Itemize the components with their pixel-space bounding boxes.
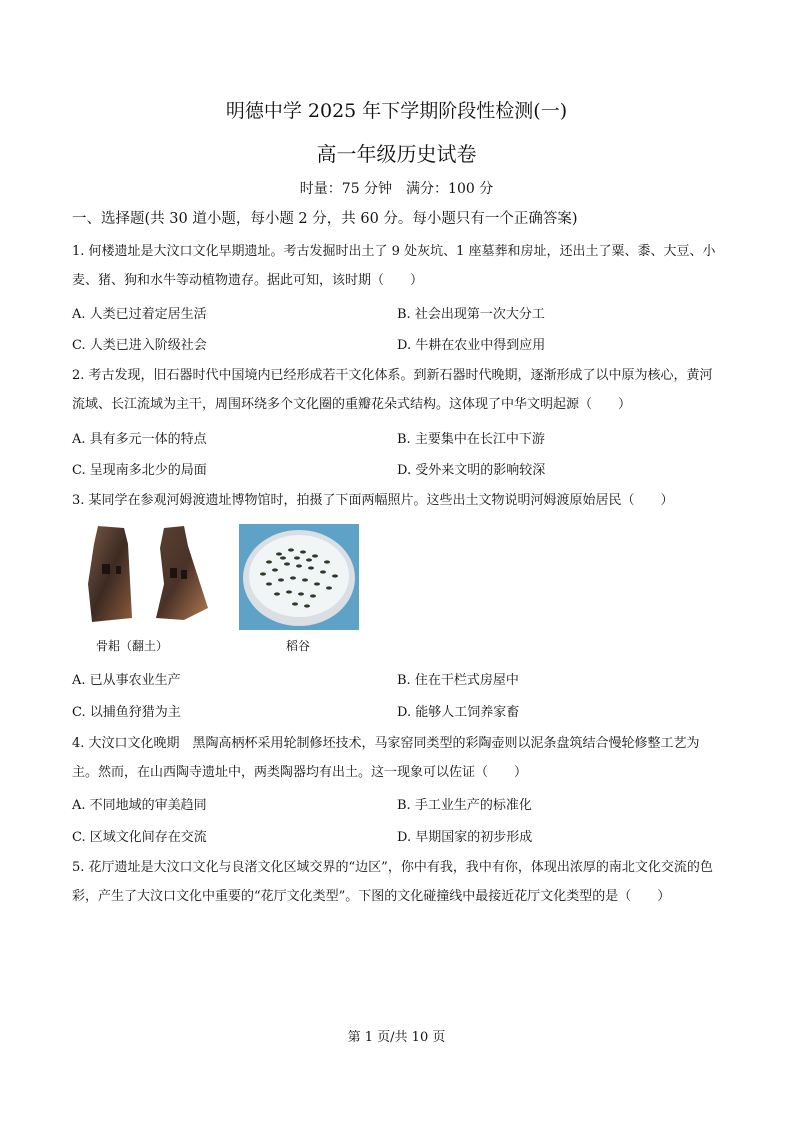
bone-spade-photo [84,524,216,628]
q4-option-b: B. 手工业生产的标准化 [397,798,532,813]
q4-option-a: A. 不同地域的审美趋同 [72,798,207,813]
question-1: 1. 何楼遗址是大汶口文化早期遗址。考古发掘时出土了 9 处灰坑、1 座墓葬和房址，还出土了粟、黍、大豆、小麦、猪、狗和水牛等动植物遗存。据此可知，该时期（ ） [72,244,716,288]
page-footer: 第 1 页/共 10 页 [347,1030,446,1045]
q2-option-d: D. 受外来文明的影响较深 [397,463,546,478]
question-3: 3. 某同学在参观河姆渡遗址博物馆时，拍摄了下面两幅照片。这些出土文物说明河姆渡原始居民（ ） [72,493,674,508]
rice-grain-caption: 稻谷 [286,639,311,653]
q4-option-c: C. 区域文化间存在交流 [72,830,207,845]
exam-meta: 时量：75 分钟 满分：100 分 [299,181,494,197]
q1-option-a: A. 人类已过着定居生活 [72,307,207,322]
exam-subtitle: 高一年级历史试卷 [316,142,477,166]
rice-grain-photo [239,524,359,630]
q2-option-a: A. 具有多元一体的特点 [72,432,207,447]
q1-option-c: C. 人类已进入阶级社会 [72,338,207,353]
q3-option-d: D. 能够人工饲养家畜 [397,705,520,720]
q3-option-b: B. 住在干栏式房屋中 [397,673,519,688]
q3-option-a: A. 已从事农业生产 [72,673,181,688]
q2-option-b: B. 主要集中在长江中下游 [397,432,545,447]
section-heading: 一、选择题(共 30 道小题，每小题 2 分，共 60 分。每小题只有一个正确答案) [72,211,578,227]
question-2: 2. 考古发现，旧石器时代中国境内已经形成若干文化体系。到新石器时代晚期，逐渐形成了以中原为核心，黄河流域、长江流域为主干，周围环绕多个文化圈的重瓣花朵式结构。这体现了中华文明起源（ ） [72,368,713,412]
exam-title: 明德中学 2025 年下学期阶段性检测(一) [225,100,568,122]
question-5: 5. 花厅遗址是大汶口文化与良渚文化区域交界的“边区”，你中有我，我中有你，体现出浓厚的南北文化交流的色彩，产生了大汶口文化中重要的“花厅文化类型”。下图的文化碰撞线中最接近花厅文化类型的是（ ） [72,860,713,904]
q1-option-b: B. 社会出现第一次大分工 [397,307,545,322]
question-4: 4. 大汶口文化晚期 黑陶高柄杯采用轮制修坯技术，马家窑同类型的彩陶壶则以泥条盘筑结合慢轮修整工艺为主。然而，在山西陶寺遗址中，两类陶器均有出土。这一现象可以佐证（ ） [72,736,700,780]
q2-option-c: C. 呈现南多北少的局面 [72,463,207,478]
bone-spade-caption: 骨耜（翻土） [96,639,169,653]
q4-option-d: D. 早期国家的初步形成 [397,830,533,845]
q3-option-c: C. 以捕鱼狩猎为主 [72,705,181,720]
q1-option-d: D. 牛耕在农业中得到应用 [397,338,546,353]
